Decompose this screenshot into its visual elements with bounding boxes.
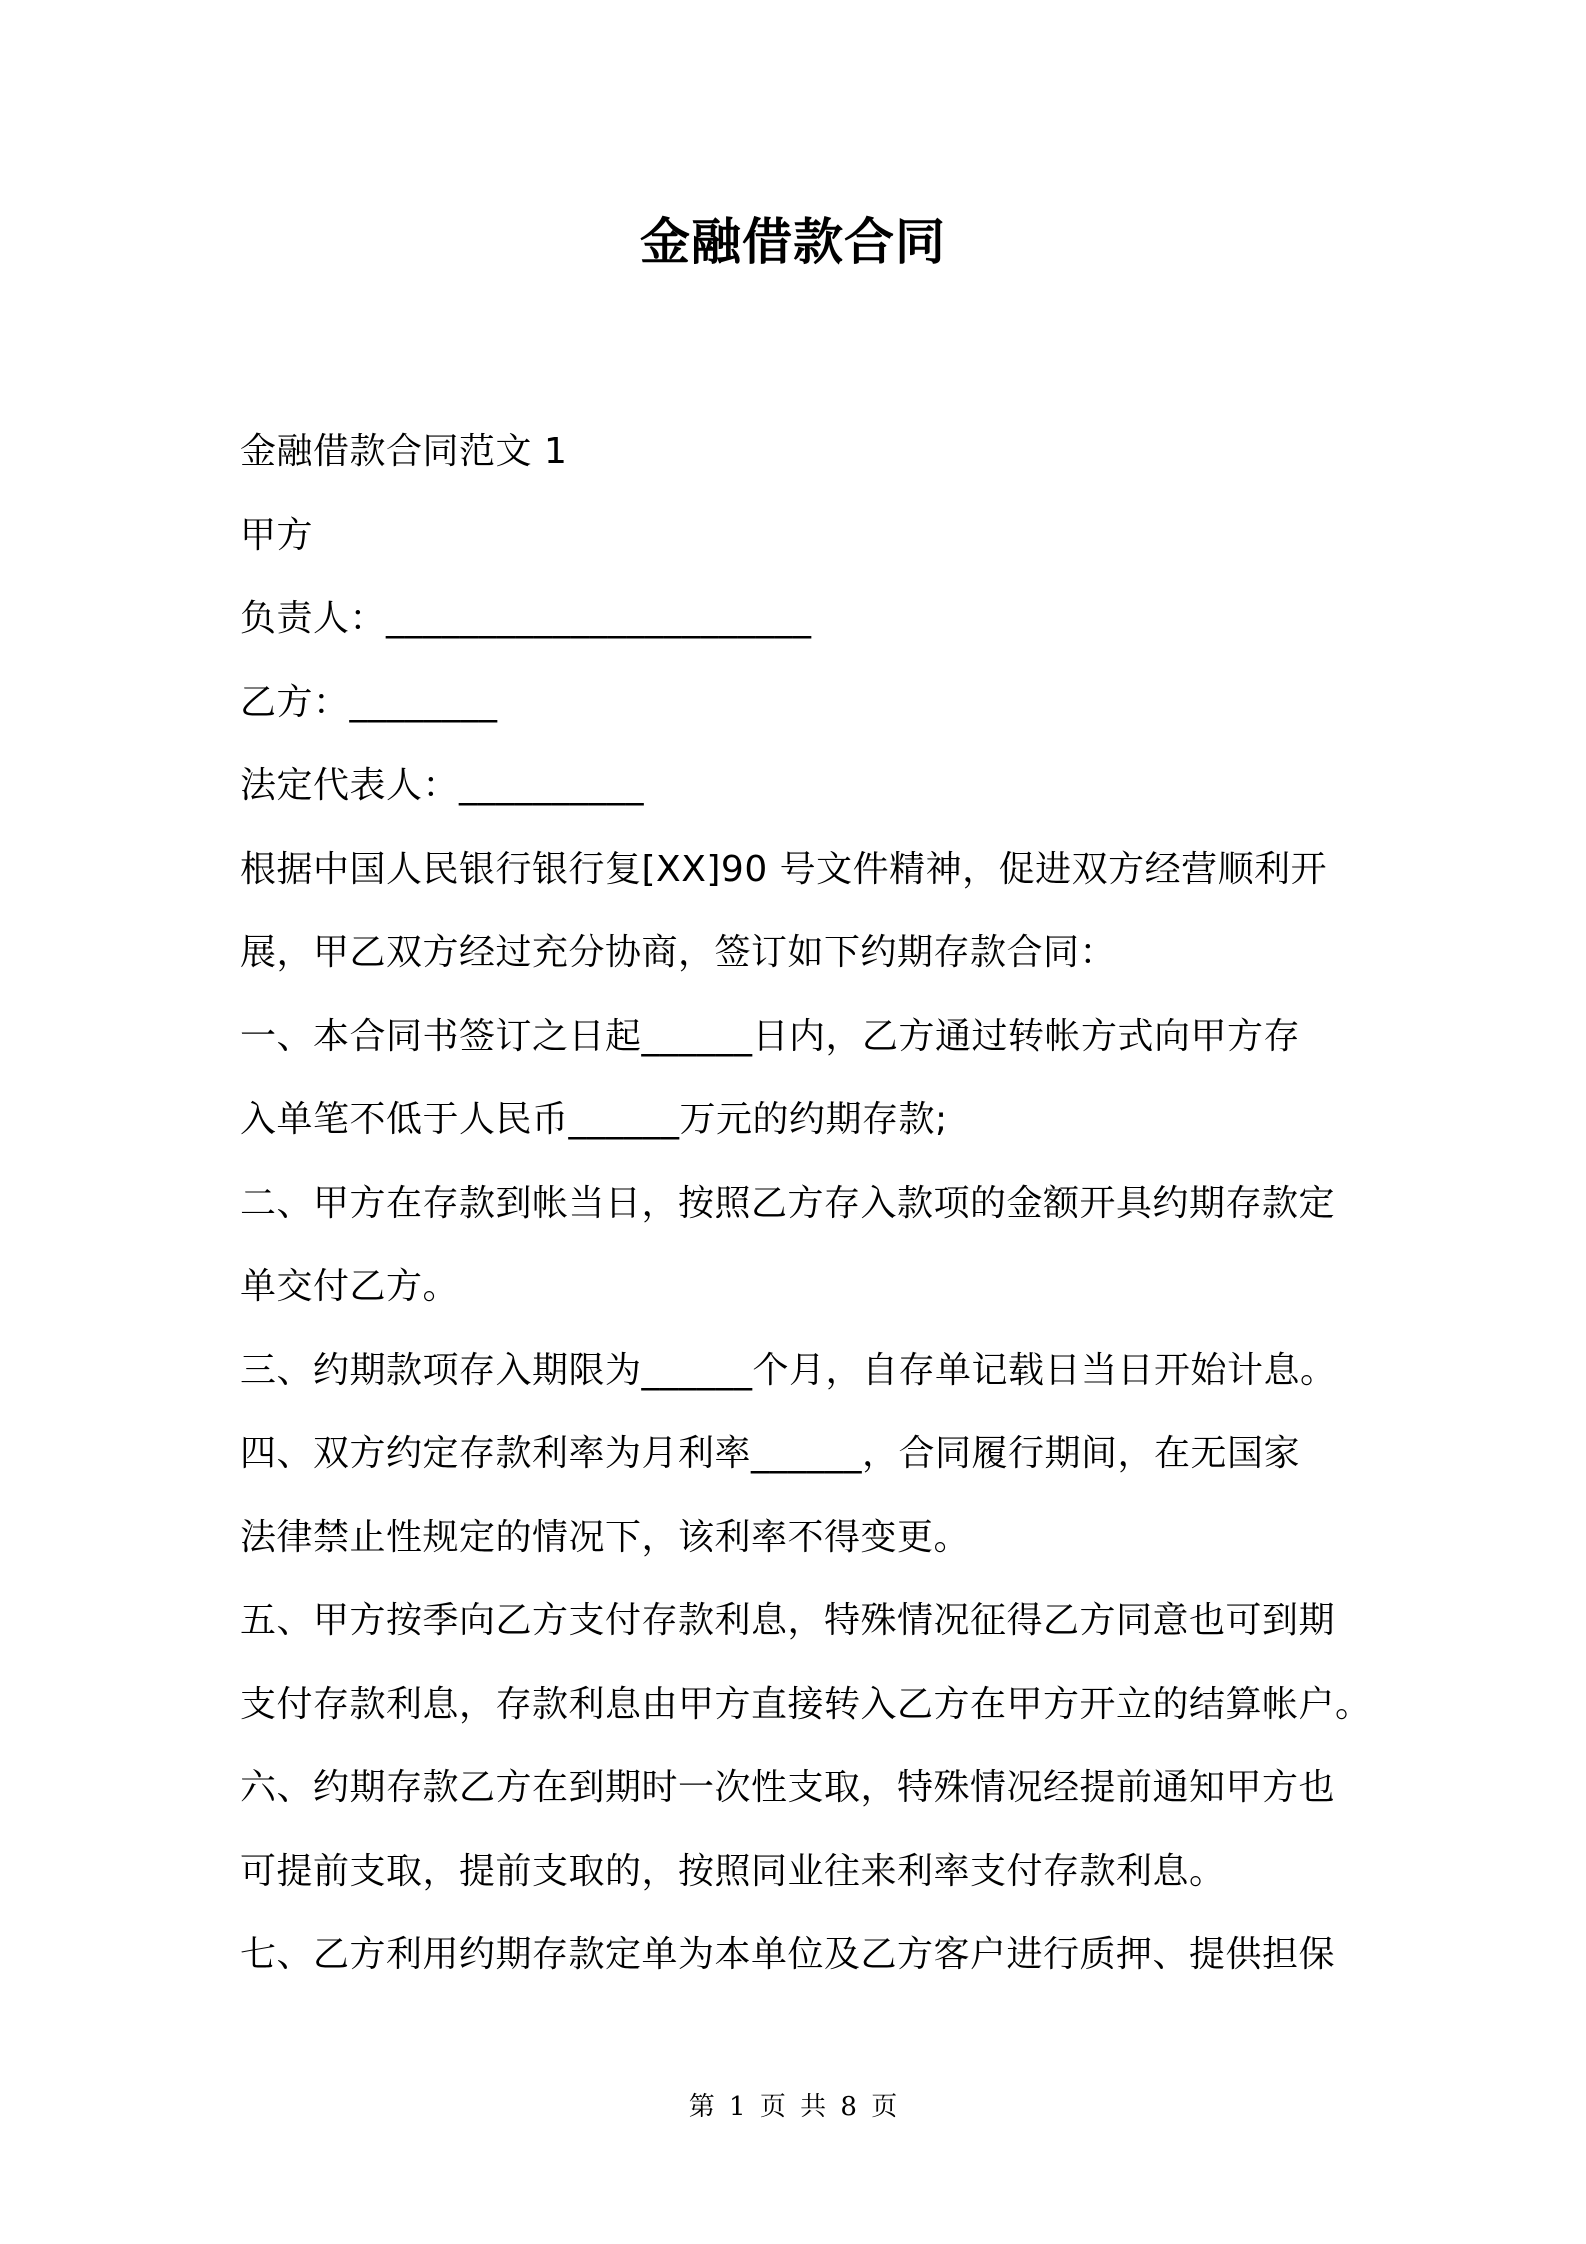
clause-line: 六、约期存款乙方在到期时一次性支取，特殊情况经提前通知甲方也 [240,1767,1336,1808]
party-a-label: 甲方 [240,514,314,556]
clause-line: 可提前支取，提前支取的，按照同业往来利率支付存款利息。 [240,1850,1226,1892]
clause-line: 支付存款利息，存款利息由甲方直接转入乙方在甲方开立的结算帐户。 [240,1683,1372,1725]
legal-representative-field: 法定代表人：__________ [240,765,645,806]
person-in-charge-field: 负责人：_______________________ [240,598,812,639]
section-heading: 金融借款合同范文 1 [240,431,568,472]
clause-line: 五、甲方按季向乙方支付存款利息，特殊情况征得乙方同意也可到期 [240,1600,1336,1641]
paragraph-line: 根据中国人民银行银行复[XX]90 号文件精神，促进双方经营顺利开 [240,848,1328,890]
document-body [240,410,1372,1997]
paragraph-line: 展，甲乙双方经过充分协商，签订如下约期存款合同： [240,932,1117,973]
party-b-field: 乙方：________ [240,681,498,723]
clause-line: 四、双方约定存款利率为月利率______，合同履行期间，在无国家 [240,1433,1301,1474]
clause-line: 单交付乙方。 [240,1266,460,1307]
clause-line: 三、约期款项存入期限为______个月，自存单记载日当日开始计息。 [240,1349,1337,1391]
clause-line: 入单笔不低于人民币______万元的约期存款; [240,1099,948,1140]
clause-line: 法律禁止性规定的情况下，该利率不得变更。 [240,1516,971,1558]
document-title: 金融借款合同 [640,213,946,271]
clause-line: 一、本合同书签订之日起______日内，乙方通过转帐方式向甲方存 [240,1015,1301,1057]
page-number: 第 1 页 共 8 页 [688,2092,898,2122]
clause-line: 七、乙方利用约期存款定单为本单位及乙方客户进行质押、提供担保 [240,1934,1336,1975]
clause-line: 二、甲方在存款到帐当日，按照乙方存入款项的金额开具约期存款定 [240,1182,1336,1224]
